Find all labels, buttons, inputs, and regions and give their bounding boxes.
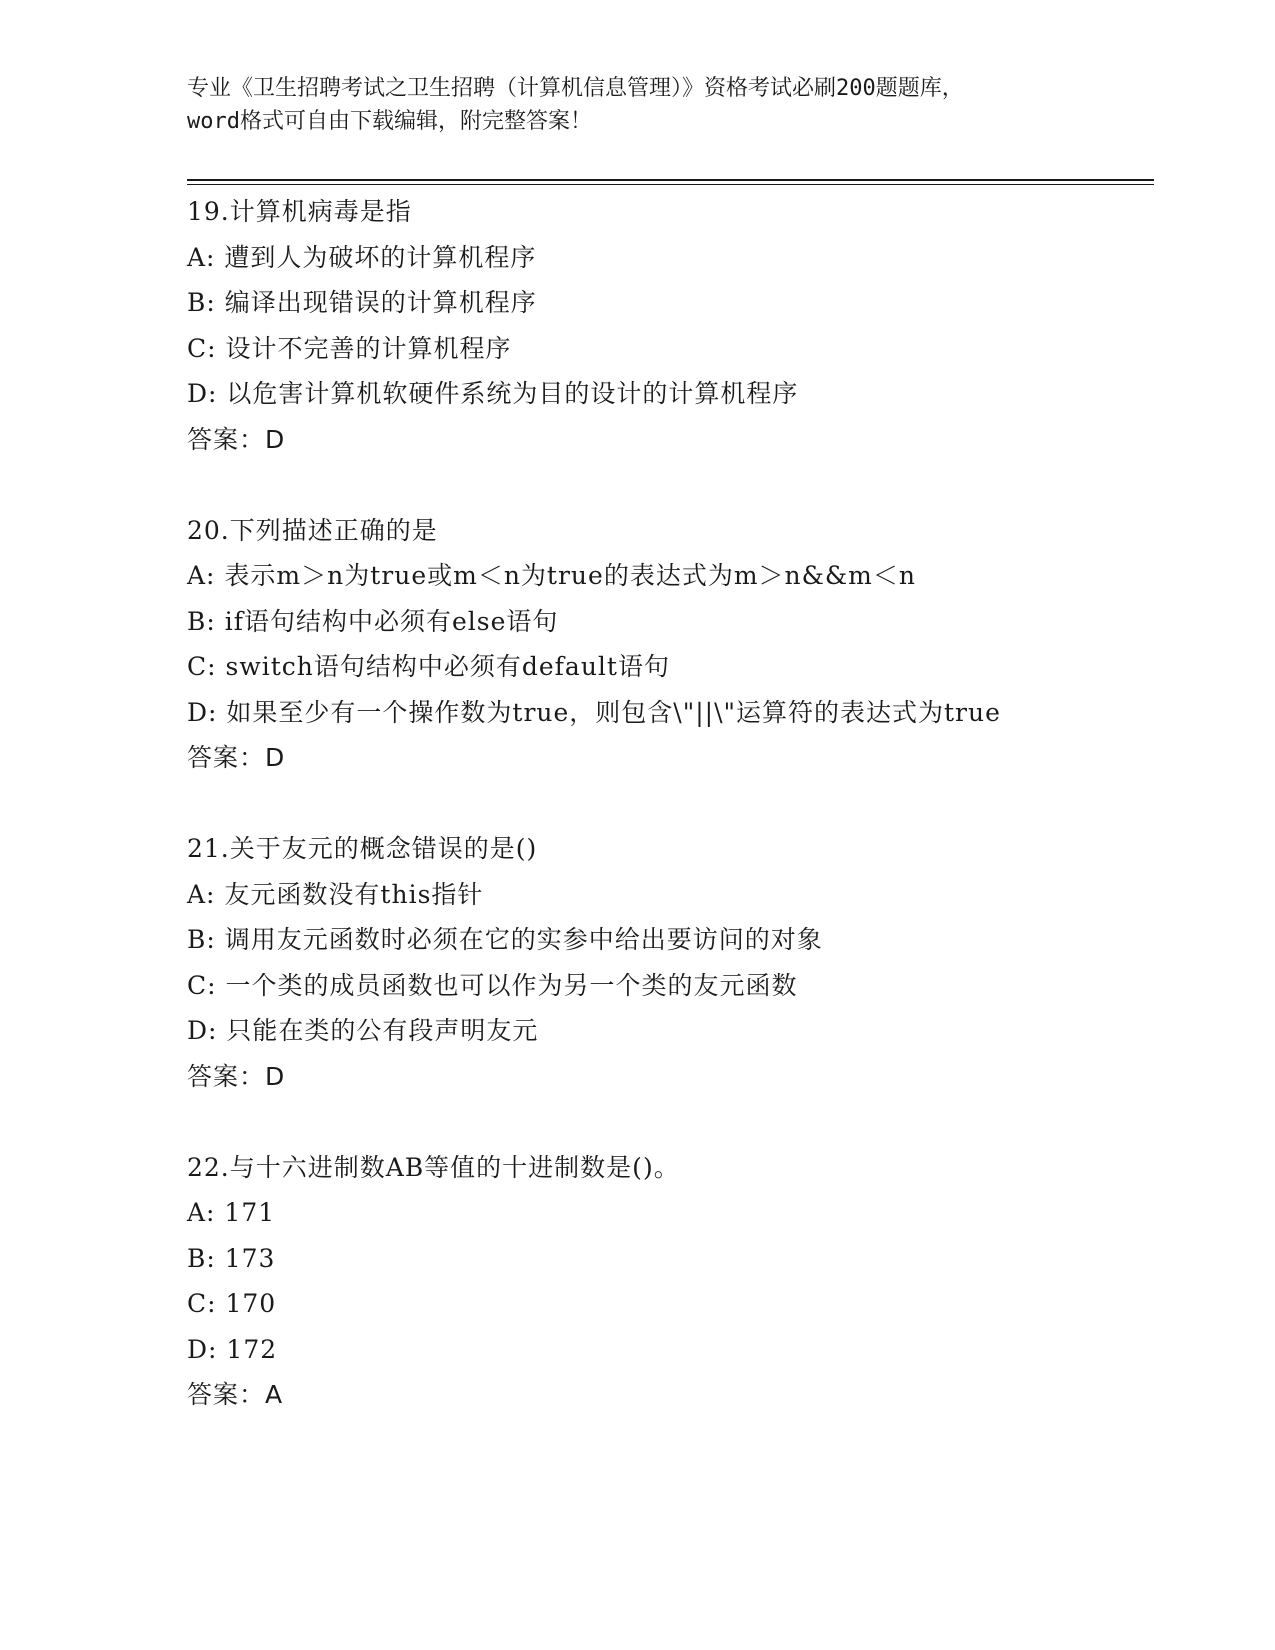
question-21 — [187, 826, 1147, 1145]
header-line-1: 专业《卫生招聘考试之卫生招聘（计算机信息管理）》资格考试必刷200题题库， — [187, 76, 964, 101]
option-d: D: 以危害计算机软硬件系统为目的设计的计算机程序 — [187, 379, 799, 408]
spacer — [187, 781, 1147, 827]
question-19 — [187, 189, 1147, 508]
option-b: B: if语句结构中必须有else语句 — [187, 606, 559, 636]
question-20 — [187, 508, 1147, 827]
option-b: B: 编译出现错误的计算机程序 — [187, 288, 537, 317]
document-header — [187, 72, 1087, 138]
option-c: C: switch语句结构中必须有default语句 — [187, 652, 670, 681]
option-d: D: 只能在类的公有段声明友元 — [187, 1016, 539, 1045]
option-c: C: 设计不完善的计算机程序 — [187, 333, 512, 363]
question-stem: 22.与十六进制数AB等值的十进制数是()。 — [187, 1152, 680, 1182]
question-stem: 20.下列描述正确的是 — [187, 515, 438, 545]
question-stem: 21.关于友元的概念错误的是() — [187, 834, 538, 863]
question-list — [187, 189, 1147, 1418]
option-b: B: 调用友元函数时必须在它的实参中给出要访问的对象 — [187, 925, 823, 954]
header-divider-thick — [187, 179, 1154, 181]
option-d: D: 如果至少有一个操作数为true，则包含\"||\"运算符的表达式为true — [187, 697, 1001, 727]
option-a: A: 表示m＞n为true或m＜n为true的表达式为m＞n&&m＜n — [187, 561, 916, 590]
question-stem: 19.计算机病毒是指 — [187, 197, 412, 226]
option-a: A: 友元函数没有this指针 — [187, 879, 484, 909]
option-a: A: 171 — [187, 1198, 276, 1227]
option-d: D: 172 — [187, 1334, 278, 1364]
answer: 答案：D — [187, 424, 286, 454]
answer: 答案：D — [187, 1061, 286, 1091]
spacer — [187, 1099, 1147, 1145]
option-b: B: 173 — [187, 1243, 276, 1273]
header-divider-thin — [187, 184, 1154, 185]
option-a: A: 遭到人为破坏的计算机程序 — [187, 242, 537, 272]
option-c: C: 170 — [187, 1289, 277, 1318]
spacer — [187, 462, 1147, 508]
answer: 答案：A — [187, 1380, 284, 1409]
answer: 答案：D — [187, 743, 286, 772]
question-22 — [187, 1145, 1147, 1418]
option-c: C: 一个类的成员函数也可以作为另一个类的友元函数 — [187, 970, 798, 1000]
header-line-2: word格式可自由下载编辑，附完整答案！ — [187, 109, 592, 134]
